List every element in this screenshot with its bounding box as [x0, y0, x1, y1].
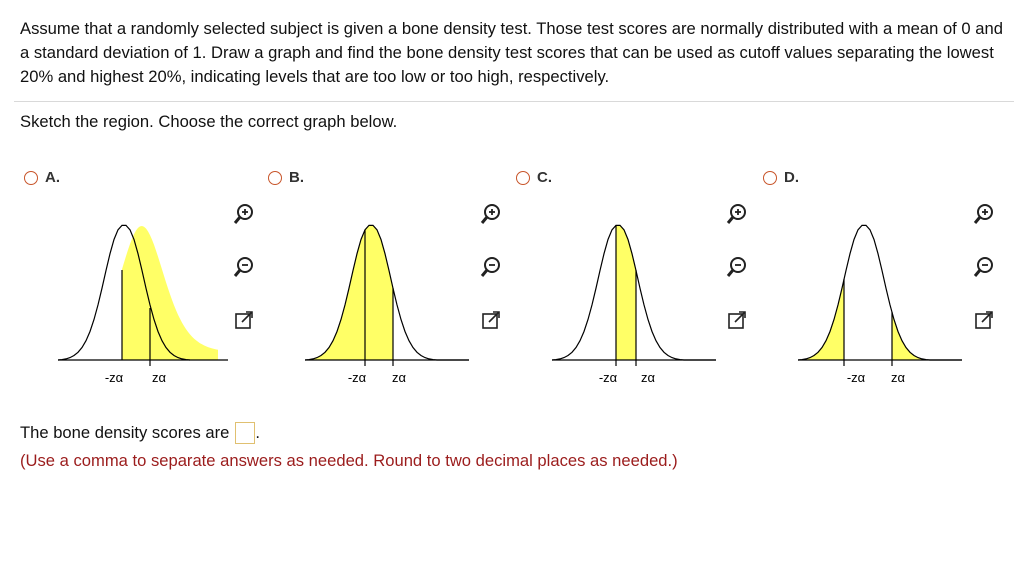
problem-statement: Assume that a randomly selected subject is given a bone density test. Those test scores are normally distributed with a mean of 0 and a standard deviation of 1. Draw a graph and find the bone density test scores that can be used as cutoff values separating the lowest 20% and highest 20%, indicating levels that are too low or too high, respectively. — [20, 19, 1003, 86]
zoom-out-icon[interactable] — [232, 255, 256, 279]
zoom-in-icon[interactable] — [725, 202, 749, 226]
graph-b — [305, 220, 475, 390]
radio-d[interactable] — [763, 171, 777, 185]
answer-input[interactable] — [235, 422, 255, 444]
popout-icon[interactable] — [479, 308, 503, 332]
graph-d — [798, 220, 968, 390]
radio-b[interactable] — [268, 171, 282, 185]
radio-a[interactable] — [24, 171, 38, 185]
answer-row — [20, 421, 260, 445]
graph-d-left-label: -zα — [846, 370, 866, 385]
graph-b-right-label: zα — [391, 370, 407, 385]
graph-c — [552, 220, 722, 390]
tools-b — [479, 202, 505, 361]
graph-b-shade — [305, 225, 393, 360]
graph-a-left-label: -zα — [104, 370, 124, 385]
tools-c — [725, 202, 751, 361]
zoom-out-icon[interactable] — [972, 255, 996, 279]
answer-note: (Use a comma to separate answers as needed. Round to two decimal places as needed.) — [20, 451, 678, 470]
popout-icon[interactable] — [725, 308, 749, 332]
graph-a — [58, 220, 228, 390]
option-a-label: A. — [45, 169, 60, 186]
tools-d — [972, 202, 998, 361]
tools-a — [232, 202, 258, 361]
answer-suffix: . — [255, 423, 261, 442]
radio-c[interactable] — [516, 171, 530, 185]
zoom-in-icon[interactable] — [479, 202, 503, 226]
zoom-out-icon[interactable] — [725, 255, 749, 279]
popout-icon[interactable] — [232, 308, 256, 332]
zoom-in-icon[interactable] — [232, 202, 256, 226]
divider — [14, 101, 1014, 102]
option-b[interactable] — [268, 169, 304, 186]
graph-c-left-label: -zα — [598, 370, 618, 385]
instruction-text: Sketch the region. Choose the correct graph below. — [20, 112, 398, 131]
option-c-label: C. — [537, 169, 552, 186]
option-d-label: D. — [784, 169, 799, 186]
graph-c-shade — [616, 225, 636, 360]
option-d[interactable] — [763, 169, 799, 186]
option-b-label: B. — [289, 169, 304, 186]
zoom-out-icon[interactable] — [479, 255, 503, 279]
graph-d-right-label: zα — [890, 370, 906, 385]
popout-icon[interactable] — [972, 308, 996, 332]
zoom-in-icon[interactable] — [972, 202, 996, 226]
graph-d-curve — [798, 225, 962, 360]
graph-b-left-label: -zα — [347, 370, 367, 385]
option-c[interactable] — [516, 169, 552, 186]
graph-a-right-label: zα — [151, 370, 167, 385]
graph-c-right-label: zα — [640, 370, 656, 385]
answer-prefix: The bone density scores are — [20, 423, 230, 442]
option-a[interactable] — [24, 169, 60, 186]
